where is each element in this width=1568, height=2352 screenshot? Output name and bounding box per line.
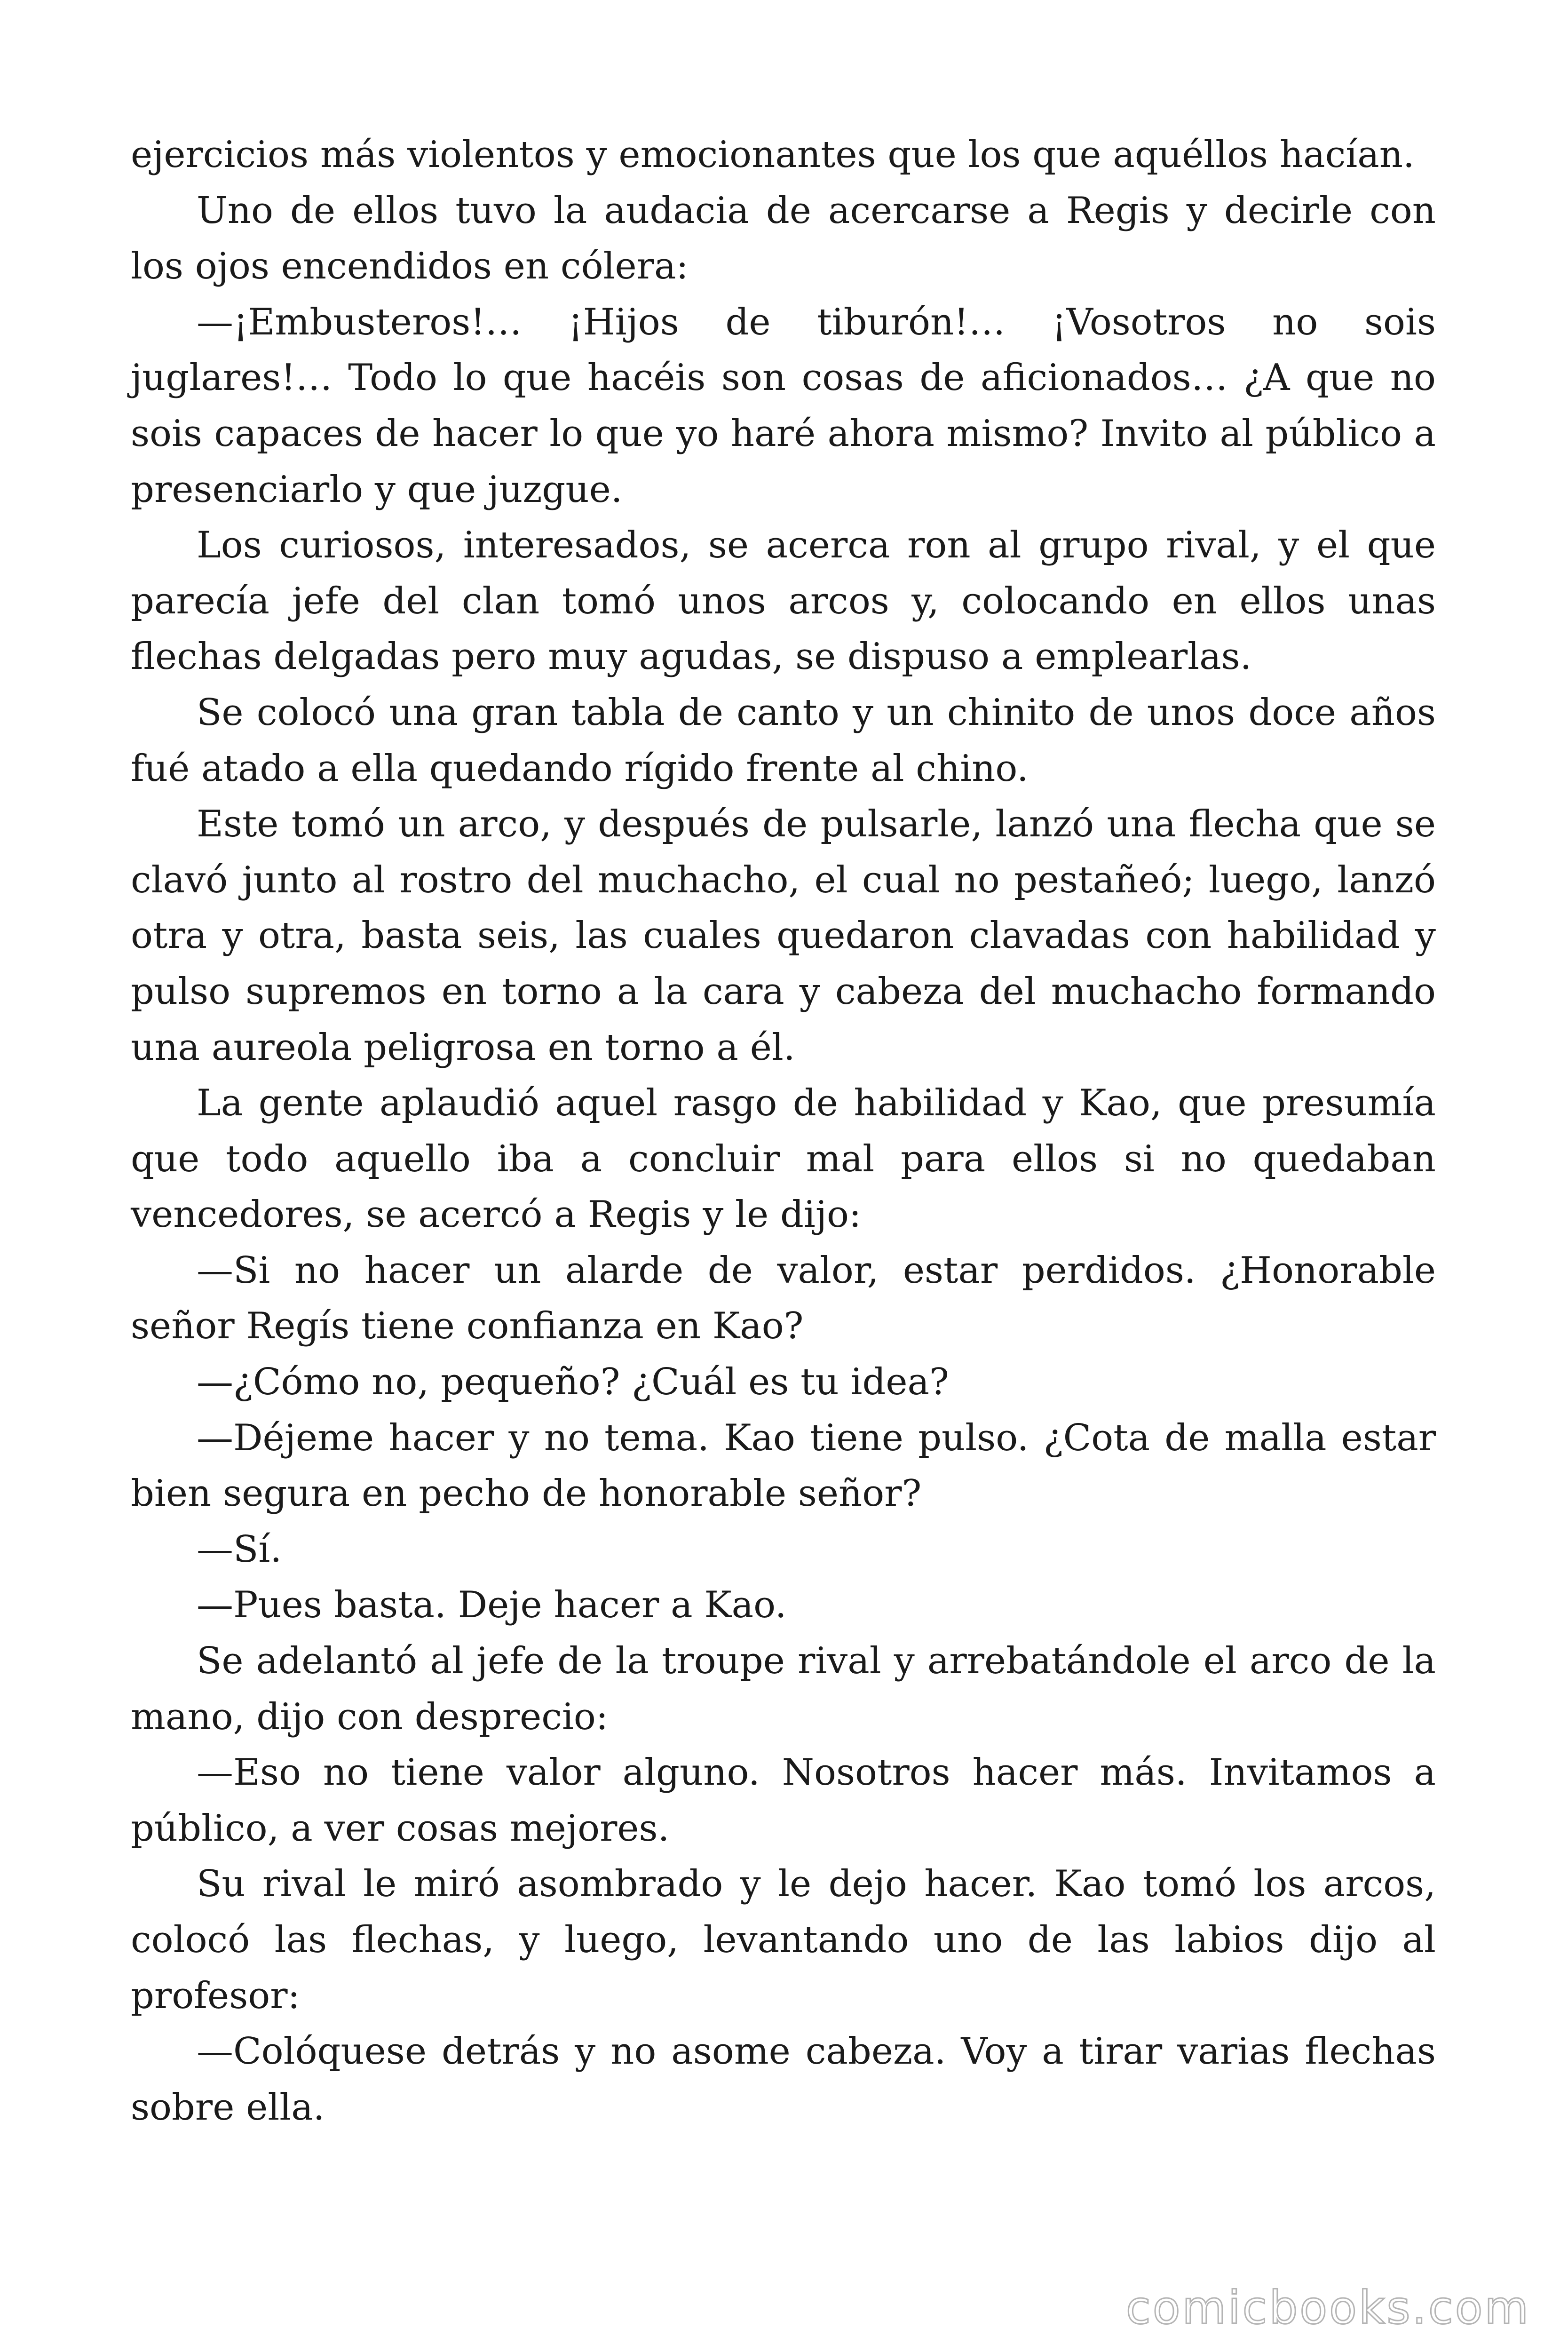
paragraph: —Sí. [197,1528,282,1571]
paragraph: Este tomó un arco, y después de pulsarle, lanzó una flecha que se clavó junto al rostro del muchacho, el cual no pestañeó; luego, lanzó otra y otra, basta seis, las cuales quedaron clavadas con habilidad y pulso supremos en torno a la cara y cabeza del muchacho formando una aureola peligrosa en torno a él. [131,803,1436,1069]
body-text [131,127,1436,2135]
paragraph: Uno de ellos tuvo la audacia de acercarse a Regis y decirle con los ojos encendidos en cólera: [131,189,1436,288]
paragraph: Se colocó una gran tabla de canto y un chinito de unos doce años fué atado a ella quedando rígido frente al chino. [131,691,1436,790]
paragraph: —Déjeme hacer y no tema. Kao tiene pulso. ¿Cota de malla estar bien segura en pecho de honorable señor? [131,1416,1436,1515]
paragraph: Los curiosos, interesados, se acerca ron al grupo rival, y el que parecía jefe del clan tomó unos arcos y, colocando en ellos unas flechas delgadas pero muy agudas, se dispuso a emplearlas. [131,524,1436,678]
paragraph: Su rival le miró asombrado y le dejo hacer. Kao tomó los arcos, colocó las flechas, y luego, levantando uno de las labios dijo al profesor: [131,1863,1436,2017]
paragraph: —Eso no tiene valor alguno. Nosotros hacer más. Invitamos a público, a ver cosas mejores. [131,1751,1436,1850]
paragraph: ejercicios más violentos y emocionantes que los que aquéllos hacían. [131,134,1415,176]
paragraph: —¿Cómo no, pequeño? ¿Cuál es tu idea? [197,1361,949,1404]
paragraph: La gente aplaudió aquel rasgo de habilidad y Kao, que presumía que todo aquello iba a concluir mal para ellos si no quedaban vencedores, se acercó a Regis y le dijo: [131,1082,1436,1236]
paragraph: —Colóquese detrás y no asome cabeza. Voy a tirar varias flechas sobre ella. [131,2030,1436,2129]
paragraph: —Pues basta. Deje hacer a Kao. [197,1584,787,1627]
paragraph: Se adelantó al jefe de la troupe rival y arrebatándole el arco de la mano, dijo con desprecio: [131,1640,1436,1738]
watermark: comicbooks.com [1125,2281,1530,2334]
paragraph: —¡Embusteros!… ¡Hijos de tiburón!… ¡Vosotros no sois juglares!… Todo lo que hacéis son cosas de aficionados… ¿A que no sois capaces de hacer lo que yo haré ahora mismo? Invito al público a presenciarlo y que juzgue. [131,301,1436,511]
paragraph: —Si no hacer un alarde de valor, estar perdidos. ¿Honorable señor Regís tiene confianza en Kao? [131,1249,1436,1348]
